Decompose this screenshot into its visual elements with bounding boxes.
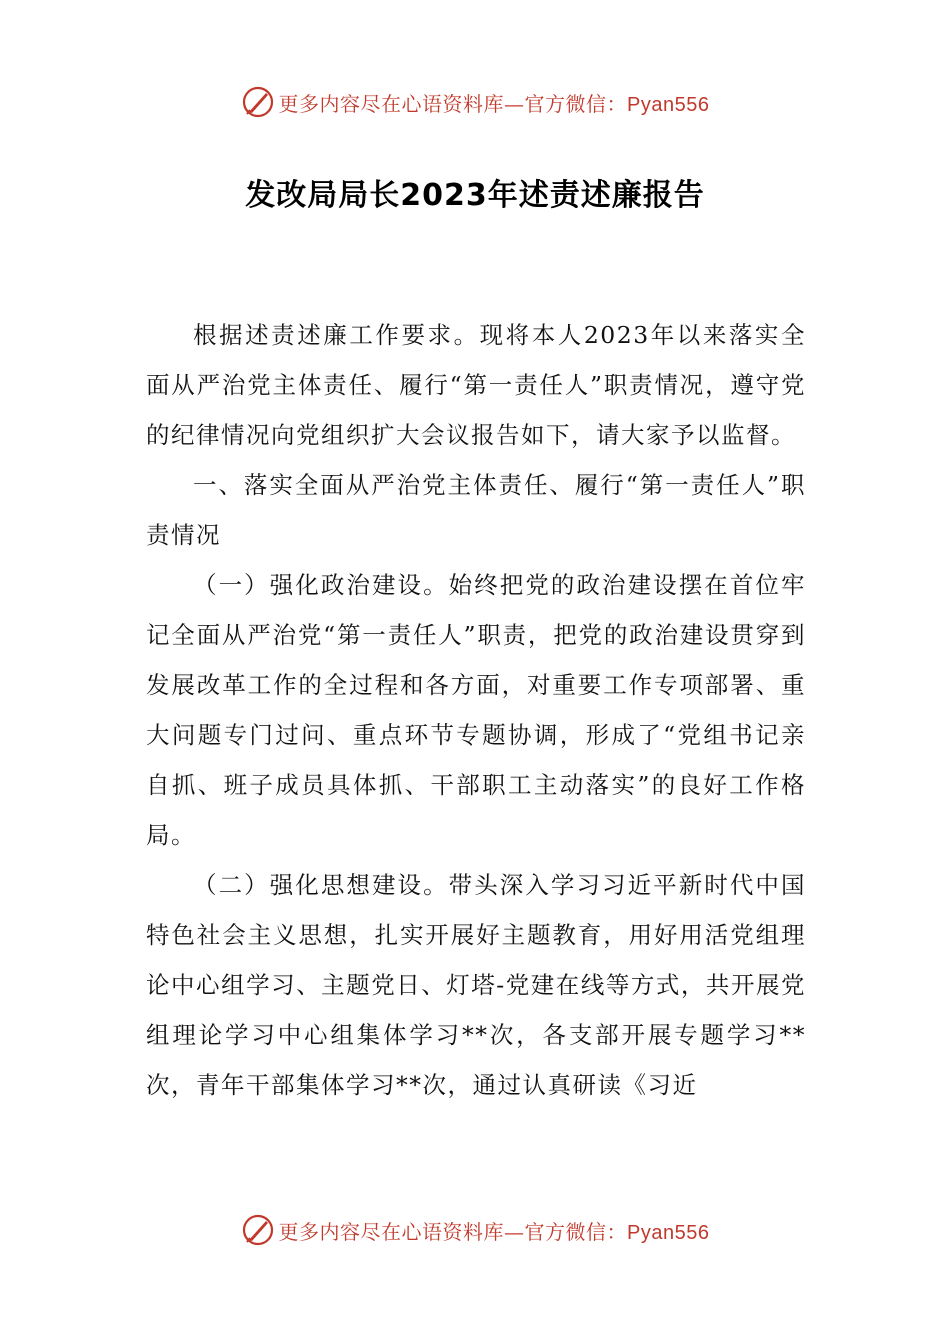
paragraph-political-construction: （一）强化政治建设。始终把党的政治建设摆在首位牢记全面从严治党“第一责任人”职责，把党的政治建设贯穿到发展改革工作的全过程和各方面，对重要工作专项部署、重大问题专门过问、重点环节专题协调，形成了“党组书记亲自抓、班子成员具体抓、干部职工主动落实”的良好工作格局。 bbox=[146, 571, 806, 849]
quill-logo-icon bbox=[241, 85, 275, 119]
paragraph-ideological-construction: （二）强化思想建设。带头深入学习习近平新时代中国特色社会主义思想，扎实开展好主题教育，用好用活党组理论中心组学习、主题党日、灯塔-党建在线等方式，共开展党组理论学习中心组集体学习**次，各支部开展专题学习**次，青年干部集体学习**次，通过认真研读《习近 bbox=[146, 871, 806, 1099]
watermark-wechat-id: Pyan556 bbox=[627, 1221, 710, 1244]
document-title: 发改局局长2023年述责述廉报告 bbox=[245, 178, 705, 213]
footer-watermark bbox=[0, 1210, 950, 1250]
watermark-brand: 更多内容尽在心语资料库 bbox=[278, 1219, 505, 1244]
quill-logo-icon bbox=[241, 1213, 275, 1247]
header-watermark bbox=[0, 82, 950, 122]
watermark-wechat-label: 官方微信： bbox=[524, 91, 628, 116]
watermark-separator: — bbox=[504, 1219, 525, 1244]
watermark-wechat-id: Pyan556 bbox=[627, 93, 710, 116]
watermark-separator: — bbox=[504, 91, 525, 116]
paragraph-intro: 根据述责述廉工作要求。现将本人2023年以来落实全面从严治党主体责任、履行“第一责任人”职责情况，遵守党的纪律情况向党组织扩大会议报告如下，请大家予以监督。 bbox=[146, 321, 806, 449]
document-body bbox=[146, 310, 806, 1110]
watermark-text bbox=[279, 1216, 710, 1245]
watermark-wechat-label: 官方微信： bbox=[524, 1219, 628, 1244]
watermark-brand: 更多内容尽在心语资料库 bbox=[278, 91, 505, 116]
watermark-text bbox=[279, 88, 710, 117]
section-heading-1: 一、落实全面从严治党主体责任、履行“第一责任人”职责情况 bbox=[146, 471, 806, 549]
